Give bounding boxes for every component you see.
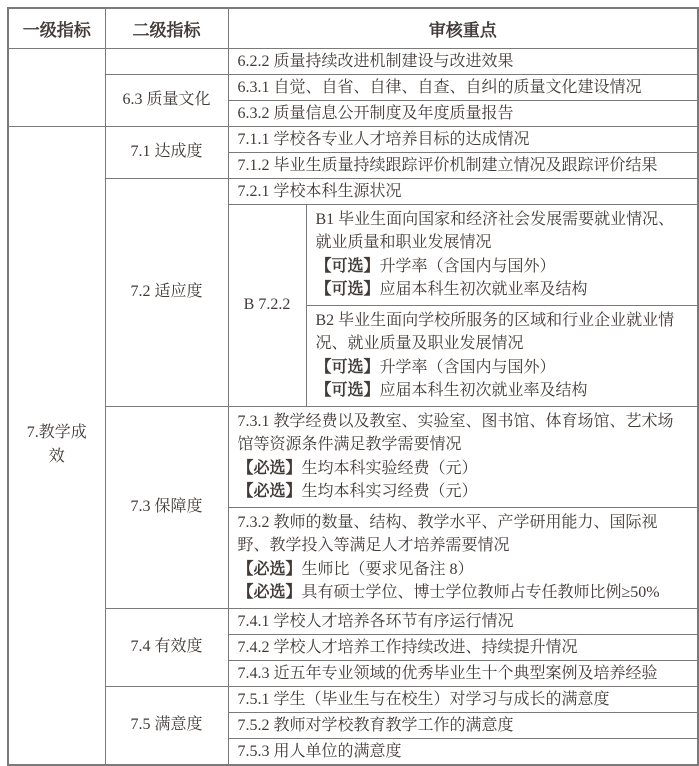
level2-cell-section6-upper	[105, 48, 228, 74]
r732-required-2-text: 具有硕士学位、博士学位教师占专任教师比例≥50%	[301, 584, 660, 601]
focus-cell-7-2-1: 7.2.1 学校本科生源状况	[228, 178, 698, 204]
r731-required-1-text: 生均本科实验经费（元）	[301, 459, 478, 477]
optional-tag: 【可选】	[315, 382, 380, 399]
optional-tag: 【可选】	[315, 358, 380, 376]
r732-required-2	[238, 581, 683, 605]
r731-required-1	[238, 457, 683, 481]
focus-cell-7-4-1: 7.4.1 学校人才培养各环节有序运行情况	[228, 608, 698, 634]
header-level2: 二级指标	[105, 8, 228, 48]
level1-cell-section6	[8, 48, 105, 126]
required-tag: 【必选】	[237, 560, 302, 578]
header-row	[8, 8, 698, 48]
focus-cell-7-5-2: 7.5.2 教师对学校教育教学工作的满意度	[228, 712, 698, 738]
indicator-table	[7, 7, 699, 766]
level2-cell-7-3: 7.3 保障度	[105, 406, 228, 608]
focus-cell-7-1-2: 7.1.2 毕业生质量持续跟踪评价机制建立情况及跟踪评价结果	[228, 152, 698, 178]
b2-option-2	[316, 379, 683, 403]
b2-main-text: B2 毕业生面向学校所服务的区域和行业企业就业情况、就业质量及职业发展情况	[315, 311, 675, 352]
b1-option-2-text: 应届本科生初次就业率及结构	[379, 281, 588, 298]
focus-cell-7-1-1: 7.1.1 学校各专业人才培养目标的达成情况	[228, 126, 698, 152]
header-review-focus: 审核重点	[228, 8, 698, 48]
b1-option-1-text: 升学率（含国内与国外）	[379, 257, 556, 275]
r732-main-text: 7.3.2 教师的数量、结构、教学水平、产学研用能力、国际视野、教学投入等满足人才培养需要情况	[237, 513, 658, 554]
b2-option-2-text: 应届本科生初次就业率及结构	[379, 382, 588, 399]
level2-cell-7-2: 7.2 适应度	[105, 178, 228, 406]
focus-cell-7-3-1	[228, 406, 698, 507]
level1-cell-7-teaching-effect: 7.教学成效	[8, 126, 105, 765]
b1-option-1	[316, 255, 683, 279]
r731-required-2-text: 生均本科实习经费（元）	[301, 483, 478, 500]
focus-cell-7-4-2: 7.4.2 学校人才培养工作持续改进、持续提升情况	[228, 634, 698, 660]
focus-cell-6-3-1: 6.3.1 自觉、自省、自律、自查、自纠的质量文化建设情况	[228, 74, 698, 100]
focus-cell-7-5-3: 7.5.3 用人单位的满意度	[228, 738, 698, 765]
b1-main-text: B1 毕业生面向国家和经济社会发展需要就业情况、就业质量和职业发展情况	[315, 210, 675, 251]
focus-cell-b2	[306, 305, 698, 406]
b1-option-2	[316, 278, 683, 302]
focus-cell-6-2-2: 6.2.2 质量持续改进机制建设与改进效果	[228, 48, 698, 74]
header-level1: 一级指标	[8, 8, 105, 48]
focus-cell-7-3-2	[228, 507, 698, 608]
r731-main-text: 7.3.1 教学经费以及教室、实验室、图书馆、体育场馆、艺术场馆等资源条件满足教学需要情况	[237, 412, 674, 453]
focus-cell-b1	[306, 204, 698, 305]
level2-cell-6-3: 6.3 质量文化	[105, 74, 228, 126]
r732-required-1-text: 生师比（要求见备注 8）	[301, 560, 474, 578]
b2-option-1	[316, 356, 683, 380]
required-tag: 【必选】	[237, 584, 302, 601]
optional-tag: 【可选】	[315, 257, 380, 275]
r732-required-1	[238, 558, 683, 582]
level2-cell-7-5: 7.5 满意度	[105, 686, 228, 765]
r731-required-2	[238, 480, 683, 504]
b722-label-cell: B 7.2.2	[228, 204, 306, 406]
required-tag: 【必选】	[237, 459, 302, 477]
level2-cell-7-4: 7.4 有效度	[105, 608, 228, 686]
focus-cell-6-3-2: 6.3.2 质量信息公开制度及年度质量报告	[228, 100, 698, 126]
focus-cell-7-4-3: 7.4.3 近五年专业领域的优秀毕业生十个典型案例及培养经验	[228, 660, 698, 686]
optional-tag: 【可选】	[315, 281, 380, 298]
b2-option-1-text: 升学率（含国内与国外）	[379, 358, 556, 376]
required-tag: 【必选】	[237, 483, 302, 500]
focus-cell-7-5-1: 7.5.1 学生（毕业生与在校生）对学习与成长的满意度	[228, 686, 698, 712]
level2-cell-7-1: 7.1 达成度	[105, 126, 228, 178]
